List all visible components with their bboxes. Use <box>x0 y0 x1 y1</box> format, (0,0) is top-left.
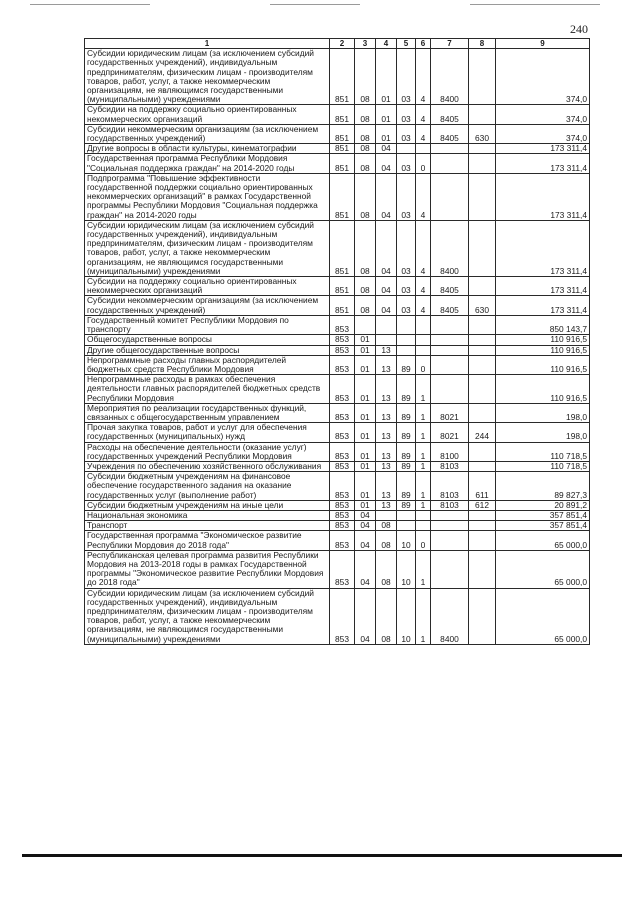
cell-subprogram: 4 <box>416 277 431 296</box>
cell-subprogram: 4 <box>416 105 431 124</box>
cell-section: 08 <box>355 173 376 220</box>
cell-program: 89 <box>397 472 416 501</box>
cell-expense-type <box>469 345 496 355</box>
cell-target-item: 8405 <box>431 124 469 143</box>
row-description: Транспорт <box>85 521 330 531</box>
cell-section: 08 <box>355 220 376 276</box>
cell-amount: 110 916,5 <box>496 335 590 345</box>
table-row <box>85 49 590 105</box>
cell-subprogram: 1 <box>416 461 431 471</box>
cell-subsection <box>376 315 397 334</box>
row-description: Подпрограмма "Повышение эффективности государственной поддержки социально ориентированных некоммерческих организаций" в рамках Государственной программы Республики Мордовия "Социальная поддержка граждан" на 2014-2020 годы <box>85 173 330 220</box>
cell-amount: 374,0 <box>496 49 590 105</box>
cell-target-item <box>431 315 469 334</box>
cell-ministry-code: 851 <box>330 173 355 220</box>
scan-artifact-line <box>270 4 360 5</box>
cell-subsection: 01 <box>376 49 397 105</box>
cell-expense-type: 611 <box>469 472 496 501</box>
table-row <box>85 442 590 461</box>
cell-amount: 173 311,4 <box>496 144 590 154</box>
table-row <box>85 277 590 296</box>
cell-subsection: 13 <box>376 403 397 422</box>
column-header-8: 8 <box>469 39 496 49</box>
bottom-rule <box>22 854 622 857</box>
cell-expense-type <box>469 521 496 531</box>
cell-section: 01 <box>355 472 376 501</box>
cell-ministry-code: 853 <box>330 472 355 501</box>
cell-target-item: 8021 <box>431 403 469 422</box>
row-description: Субсидии некоммерческим организациям (за исключением государственных учреждений) <box>85 296 330 315</box>
cell-amount: 173 311,4 <box>496 277 590 296</box>
cell-target-item: 8100 <box>431 442 469 461</box>
cell-program: 89 <box>397 500 416 510</box>
cell-subprogram: 4 <box>416 173 431 220</box>
cell-ministry-code: 853 <box>330 500 355 510</box>
cell-program <box>397 315 416 334</box>
cell-section: 01 <box>355 442 376 461</box>
table-row <box>85 335 590 345</box>
cell-ministry-code: 851 <box>330 154 355 173</box>
cell-target-item: 8103 <box>431 472 469 501</box>
cell-program: 03 <box>397 154 416 173</box>
cell-expense-type: 630 <box>469 296 496 315</box>
scan-artifact-line <box>30 4 150 5</box>
cell-amount: 173 311,4 <box>496 296 590 315</box>
cell-program <box>397 521 416 531</box>
cell-subsection: 04 <box>376 144 397 154</box>
cell-program: 10 <box>397 588 416 644</box>
row-description: Государственная программа Республики Мордовия "Социальная поддержка граждан" на 2014-2020 годы <box>85 154 330 173</box>
column-header-5: 5 <box>397 39 416 49</box>
cell-subprogram <box>416 144 431 154</box>
cell-target-item: 8405 <box>431 277 469 296</box>
cell-expense-type <box>469 355 496 374</box>
cell-subsection: 01 <box>376 105 397 124</box>
cell-program: 89 <box>397 423 416 442</box>
cell-amount: 65 000,0 <box>496 550 590 588</box>
cell-subsection: 04 <box>376 277 397 296</box>
cell-subsection: 08 <box>376 531 397 550</box>
cell-subsection: 13 <box>376 423 397 442</box>
table-header-row <box>85 39 590 49</box>
cell-program: 10 <box>397 531 416 550</box>
cell-program: 03 <box>397 105 416 124</box>
cell-program <box>397 345 416 355</box>
cell-program: 03 <box>397 277 416 296</box>
cell-subsection: 04 <box>376 154 397 173</box>
cell-expense-type <box>469 49 496 105</box>
row-description: Государственная программа "Экономическое развитие Республики Мордовия до 2018 года" <box>85 531 330 550</box>
cell-amount: 357 851,4 <box>496 521 590 531</box>
cell-ministry-code: 853 <box>330 375 355 404</box>
cell-subprogram: 4 <box>416 296 431 315</box>
cell-amount: 110 916,5 <box>496 375 590 404</box>
cell-target-item <box>431 345 469 355</box>
row-description: Субсидии некоммерческим организациям (за исключением государственных учреждений) <box>85 124 330 143</box>
table-row <box>85 345 590 355</box>
cell-section: 01 <box>355 403 376 422</box>
scan-artifact-line <box>470 4 600 5</box>
table-row <box>85 173 590 220</box>
budget-table <box>84 38 590 645</box>
cell-ministry-code: 853 <box>330 355 355 374</box>
cell-subprogram: 0 <box>416 355 431 374</box>
table-row <box>85 220 590 276</box>
table-row <box>85 472 590 501</box>
cell-amount: 374,0 <box>496 105 590 124</box>
cell-ministry-code: 853 <box>330 531 355 550</box>
cell-target-item: 8405 <box>431 296 469 315</box>
row-description: Непрограммные расходы в рамках обеспечения деятельности главных распорядителей бюджетных средств Республики Мордовия <box>85 375 330 404</box>
cell-amount: 850 143,7 <box>496 315 590 334</box>
cell-expense-type <box>469 510 496 520</box>
table-row <box>85 315 590 334</box>
cell-subsection: 04 <box>376 220 397 276</box>
cell-ministry-code: 853 <box>330 423 355 442</box>
table-row <box>85 403 590 422</box>
cell-amount: 357 851,4 <box>496 510 590 520</box>
cell-target-item: 8103 <box>431 500 469 510</box>
cell-subprogram: 1 <box>416 423 431 442</box>
cell-expense-type <box>469 403 496 422</box>
cell-section: 01 <box>355 375 376 404</box>
cell-amount: 65 000,0 <box>496 531 590 550</box>
cell-subsection: 08 <box>376 521 397 531</box>
row-description: Учреждения по обеспечению хозяйственного обслуживания <box>85 461 330 471</box>
cell-target-item <box>431 531 469 550</box>
cell-expense-type <box>469 375 496 404</box>
cell-amount: 173 311,4 <box>496 220 590 276</box>
cell-expense-type <box>469 220 496 276</box>
cell-section <box>355 315 376 334</box>
cell-target-item: 8400 <box>431 49 469 105</box>
cell-subprogram: 1 <box>416 375 431 404</box>
cell-amount: 198,0 <box>496 423 590 442</box>
table-row <box>85 531 590 550</box>
cell-subprogram: 0 <box>416 531 431 550</box>
table-row <box>85 105 590 124</box>
row-description: Субсидии бюджетным учреждениям на финансовое обеспечение государственного задания на оказание государственных услуг (выполнение работ) <box>85 472 330 501</box>
table-row <box>85 588 590 644</box>
cell-amount: 198,0 <box>496 403 590 422</box>
row-description: Национальная экономика <box>85 510 330 520</box>
column-header-9: 9 <box>496 39 590 49</box>
cell-expense-type <box>469 588 496 644</box>
table-row <box>85 521 590 531</box>
cell-amount: 173 311,4 <box>496 173 590 220</box>
row-description: Субсидии юридическим лицам (за исключением субсидий государственных учреждений), индивидуальным предпринимателям, физическим лицам - производителям товаров, работ, услуг, а также некоммерческим организациям, не являющимся государственными (муниципальными) учреждениями <box>85 49 330 105</box>
cell-amount: 110 916,5 <box>496 355 590 374</box>
cell-ministry-code: 851 <box>330 220 355 276</box>
cell-target-item: 8400 <box>431 588 469 644</box>
cell-program: 89 <box>397 403 416 422</box>
cell-expense-type <box>469 105 496 124</box>
row-description: Другие общегосударственные вопросы <box>85 345 330 355</box>
cell-subsection: 13 <box>376 345 397 355</box>
cell-ministry-code: 853 <box>330 550 355 588</box>
cell-expense-type <box>469 335 496 345</box>
cell-ministry-code: 853 <box>330 315 355 334</box>
cell-subprogram: 0 <box>416 154 431 173</box>
cell-target-item <box>431 144 469 154</box>
cell-ministry-code: 853 <box>330 521 355 531</box>
cell-ministry-code: 853 <box>330 461 355 471</box>
cell-expense-type <box>469 442 496 461</box>
row-description: Субсидии бюджетным учреждениям на иные цели <box>85 500 330 510</box>
page-number: 240 <box>570 22 588 36</box>
cell-program: 89 <box>397 442 416 461</box>
cell-subprogram: 1 <box>416 403 431 422</box>
row-description: Мероприятия по реализации государственных функций, связанных с общегосударственным управлением <box>85 403 330 422</box>
cell-program: 03 <box>397 124 416 143</box>
cell-section: 01 <box>355 500 376 510</box>
cell-program <box>397 510 416 520</box>
table-body <box>85 49 590 645</box>
cell-subsection: 08 <box>376 588 397 644</box>
cell-target-item: 8400 <box>431 220 469 276</box>
column-header-6: 6 <box>416 39 431 49</box>
cell-ministry-code: 853 <box>330 588 355 644</box>
table-row <box>85 296 590 315</box>
cell-ministry-code: 853 <box>330 335 355 345</box>
cell-subsection <box>376 335 397 345</box>
cell-subsection: 13 <box>376 461 397 471</box>
cell-program <box>397 335 416 345</box>
cell-section: 01 <box>355 345 376 355</box>
cell-expense-type <box>469 531 496 550</box>
table-row <box>85 461 590 471</box>
cell-subprogram: 1 <box>416 550 431 588</box>
cell-section: 04 <box>355 588 376 644</box>
row-description: Республиканская целевая программа развития Республики Мордовия на 2013-2018 годы в рамках Государственной программы "Экономическое развитие Республики Мордовия до 2018 года" <box>85 550 330 588</box>
cell-expense-type: 612 <box>469 500 496 510</box>
cell-section: 08 <box>355 105 376 124</box>
cell-subsection: 08 <box>376 550 397 588</box>
cell-ministry-code: 851 <box>330 124 355 143</box>
cell-ministry-code: 851 <box>330 144 355 154</box>
row-description: Субсидии юридическим лицам (за исключением субсидий государственных учреждений), индивидуальным предпринимателям, физическим лицам - производителям товаров, работ, услуг, а также некоммерческим организациям, не являющимся государственными (муниципальными) учреждениями <box>85 220 330 276</box>
cell-section: 01 <box>355 355 376 374</box>
cell-subsection: 13 <box>376 500 397 510</box>
cell-ministry-code: 853 <box>330 510 355 520</box>
cell-amount: 374,0 <box>496 124 590 143</box>
table-row <box>85 154 590 173</box>
cell-program: 89 <box>397 461 416 471</box>
row-description: Прочая закупка товаров, работ и услуг для обеспечения государственных (муниципальных) нужд <box>85 423 330 442</box>
table-row <box>85 375 590 404</box>
cell-expense-type <box>469 154 496 173</box>
cell-subsection: 13 <box>376 442 397 461</box>
cell-expense-type <box>469 144 496 154</box>
cell-program <box>397 144 416 154</box>
cell-ministry-code: 853 <box>330 403 355 422</box>
cell-subprogram: 4 <box>416 49 431 105</box>
cell-subprogram: 1 <box>416 588 431 644</box>
row-description: Общегосударственные вопросы <box>85 335 330 345</box>
table-row <box>85 423 590 442</box>
column-header-3: 3 <box>355 39 376 49</box>
cell-target-item <box>431 550 469 588</box>
cell-amount: 173 311,4 <box>496 154 590 173</box>
cell-subsection: 13 <box>376 355 397 374</box>
table-row <box>85 510 590 520</box>
cell-subprogram <box>416 510 431 520</box>
cell-section: 01 <box>355 335 376 345</box>
cell-subsection: 13 <box>376 472 397 501</box>
cell-amount: 110 916,5 <box>496 345 590 355</box>
cell-section: 08 <box>355 49 376 105</box>
cell-ministry-code: 853 <box>330 442 355 461</box>
cell-ministry-code: 851 <box>330 105 355 124</box>
cell-expense-type <box>469 315 496 334</box>
cell-section: 08 <box>355 124 376 143</box>
row-description: Непрограммные расходы главных распорядителей бюджетных средств Республики Мордовия <box>85 355 330 374</box>
cell-amount: 110 718,5 <box>496 442 590 461</box>
cell-section: 08 <box>355 296 376 315</box>
cell-target-item <box>431 521 469 531</box>
cell-ministry-code: 853 <box>330 345 355 355</box>
cell-program: 03 <box>397 220 416 276</box>
cell-section: 04 <box>355 521 376 531</box>
cell-expense-type <box>469 277 496 296</box>
cell-target-item: 8103 <box>431 461 469 471</box>
cell-target-item <box>431 173 469 220</box>
cell-target-item <box>431 355 469 374</box>
cell-expense-type <box>469 550 496 588</box>
cell-section: 04 <box>355 510 376 520</box>
cell-section: 01 <box>355 461 376 471</box>
cell-subsection: 01 <box>376 124 397 143</box>
row-description: Субсидии на поддержку социально ориентированных некоммерческих организаций <box>85 105 330 124</box>
cell-subprogram <box>416 335 431 345</box>
table-row <box>85 355 590 374</box>
row-description: Субсидии на поддержку социально ориентированных некоммерческих организаций <box>85 277 330 296</box>
cell-subprogram: 1 <box>416 442 431 461</box>
cell-amount: 89 827,3 <box>496 472 590 501</box>
cell-target-item <box>431 335 469 345</box>
cell-subprogram: 4 <box>416 124 431 143</box>
cell-amount: 20 891,2 <box>496 500 590 510</box>
cell-program: 89 <box>397 355 416 374</box>
cell-target-item <box>431 154 469 173</box>
cell-section: 04 <box>355 550 376 588</box>
cell-section: 08 <box>355 277 376 296</box>
table-row <box>85 144 590 154</box>
cell-program: 03 <box>397 296 416 315</box>
cell-expense-type: 244 <box>469 423 496 442</box>
cell-subsection: 13 <box>376 375 397 404</box>
cell-program: 10 <box>397 550 416 588</box>
cell-subprogram <box>416 345 431 355</box>
cell-section: 08 <box>355 154 376 173</box>
table-row <box>85 550 590 588</box>
cell-subsection: 04 <box>376 173 397 220</box>
cell-amount: 65 000,0 <box>496 588 590 644</box>
column-header-2: 2 <box>330 39 355 49</box>
cell-subsection: 04 <box>376 296 397 315</box>
cell-target-item <box>431 375 469 404</box>
cell-subprogram <box>416 521 431 531</box>
cell-expense-type <box>469 173 496 220</box>
cell-subprogram: 4 <box>416 220 431 276</box>
table-row <box>85 500 590 510</box>
column-header-7: 7 <box>431 39 469 49</box>
cell-amount: 110 718,5 <box>496 461 590 471</box>
cell-subprogram: 1 <box>416 500 431 510</box>
cell-section: 08 <box>355 144 376 154</box>
cell-ministry-code: 851 <box>330 49 355 105</box>
table-row <box>85 124 590 143</box>
cell-expense-type <box>469 461 496 471</box>
cell-section: 01 <box>355 423 376 442</box>
cell-ministry-code: 851 <box>330 277 355 296</box>
cell-ministry-code: 851 <box>330 296 355 315</box>
cell-subprogram: 1 <box>416 472 431 501</box>
row-description: Другие вопросы в области культуры, кинематографии <box>85 144 330 154</box>
cell-program: 03 <box>397 49 416 105</box>
cell-section: 04 <box>355 531 376 550</box>
row-description: Расходы на обеспечение деятельности (оказание услуг) государственных учреждений Республики Мордовия <box>85 442 330 461</box>
cell-program: 89 <box>397 375 416 404</box>
cell-target-item: 8405 <box>431 105 469 124</box>
row-description: Государственный комитет Республики Мордовия по транспорту <box>85 315 330 334</box>
cell-target-item <box>431 510 469 520</box>
row-description: Субсидии юридическим лицам (за исключением субсидий государственных учреждений), индивидуальным предпринимателям, физическим лицам - производителям товаров, работ, услуг, а также некоммерческим организациям, не являющимся государственными (муниципальными) учреждениями <box>85 588 330 644</box>
cell-subprogram <box>416 315 431 334</box>
cell-target-item: 8021 <box>431 423 469 442</box>
column-header-4: 4 <box>376 39 397 49</box>
cell-expense-type: 630 <box>469 124 496 143</box>
cell-program: 03 <box>397 173 416 220</box>
cell-subsection <box>376 510 397 520</box>
column-header-1: 1 <box>85 39 330 49</box>
